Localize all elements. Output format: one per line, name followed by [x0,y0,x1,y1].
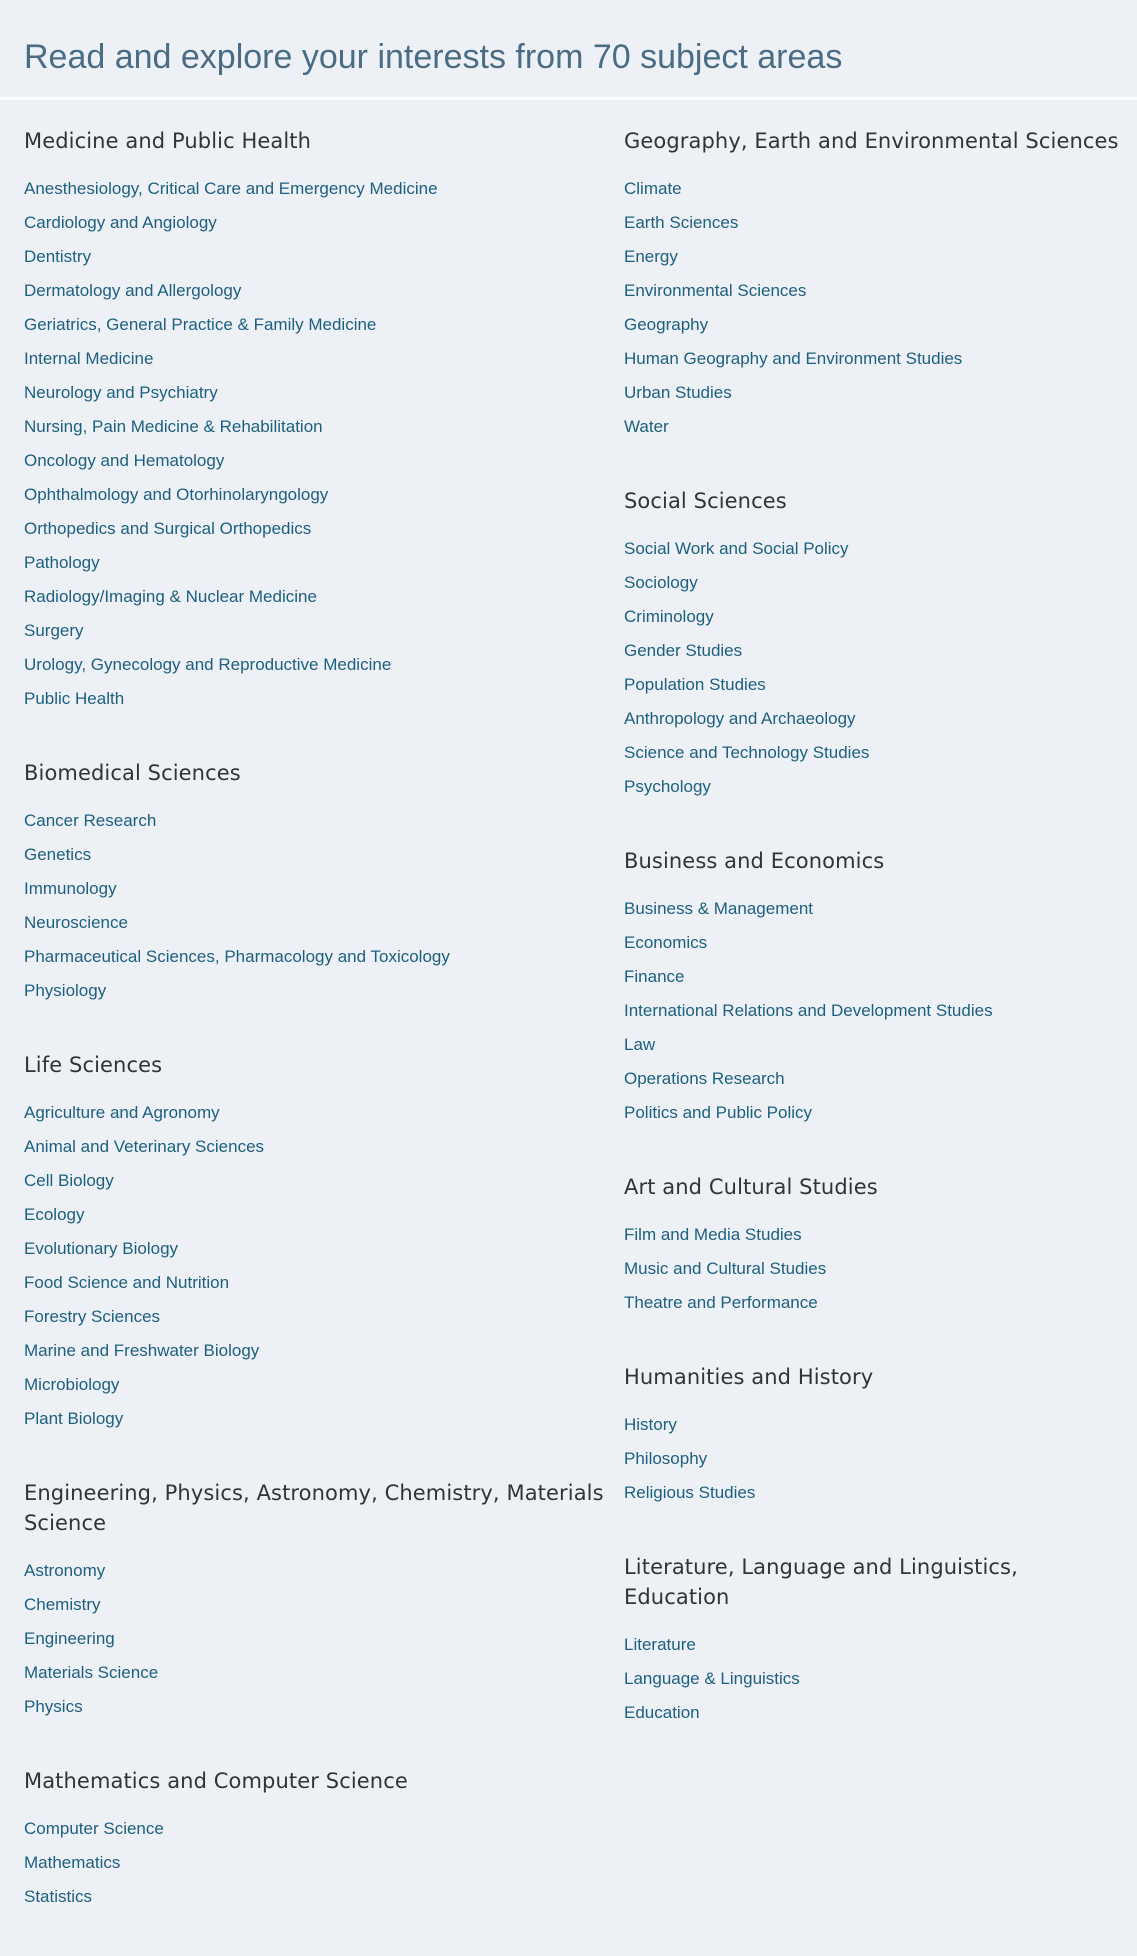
subject-link-neuroscience[interactable]: Neuroscience [24,913,128,932]
subject-link-statistics[interactable]: Statistics [24,1887,93,1906]
subject-link-earth-sciences[interactable]: Earth Sciences [624,213,739,232]
subject-link-cardiology-and-angiology[interactable]: Cardiology and Angiology [24,213,217,232]
subject-link-list [24,804,604,1008]
subject-link-surgery[interactable]: Surgery [24,621,84,640]
subject-link-list [624,1218,1129,1320]
subject-link-pathology[interactable]: Pathology [24,553,100,572]
subject-link-neurology-and-psychiatry[interactable]: Neurology and Psychiatry [24,383,218,402]
subject-link-theatre-and-performance[interactable]: Theatre and Performance [624,1293,818,1312]
section-heading: Geography, Earth and Environmental Sciences [624,129,1119,153]
subject-link-chemistry[interactable]: Chemistry [24,1595,101,1614]
subject-link-computer-science[interactable]: Computer Science [24,1819,164,1838]
subject-link-microbiology[interactable]: Microbiology [24,1375,120,1394]
subject-link-human-geography-and-environment-studies[interactable]: Human Geography and Environment Studies [624,349,963,368]
subject-link-list [624,1628,1129,1730]
subject-link-list [24,1554,604,1724]
subject-section-life-sciences [24,1050,604,1436]
subject-link-anthropology-and-archaeology[interactable]: Anthropology and Archaeology [624,709,856,728]
subject-link-dentistry[interactable]: Dentistry [24,247,92,266]
subject-link-criminology[interactable]: Criminology [624,607,714,626]
subject-link-genetics[interactable]: Genetics [24,845,92,864]
subject-link-film-and-media-studies[interactable]: Film and Media Studies [624,1225,802,1244]
section-heading: Mathematics and Computer Science [24,1769,408,1793]
subject-link-science-and-technology-studies[interactable]: Science and Technology Studies [624,743,870,762]
subject-link-engineering[interactable]: Engineering [24,1629,115,1648]
subject-section-engineering-physics-astronomy-chemistry-materials-science [24,1478,604,1724]
subject-link-physics[interactable]: Physics [24,1697,83,1716]
subject-link-social-work-and-social-policy[interactable]: Social Work and Social Policy [624,539,849,558]
subject-link-sociology[interactable]: Sociology [624,573,698,592]
subject-link-geography[interactable]: Geography [624,315,709,334]
subject-link-agriculture-and-agronomy[interactable]: Agriculture and Agronomy [24,1103,220,1122]
subject-link-list [624,1408,1129,1510]
subject-link-energy[interactable]: Energy [624,247,678,266]
subject-link-list [24,1812,604,1914]
subject-link-urology-gynecology-and-reproductive-medicine[interactable]: Urology, Gynecology and Reproductive Medicine [24,655,392,674]
section-heading: Engineering, Physics, Astronomy, Chemistry, Materials Science [24,1481,604,1535]
subject-link-philosophy[interactable]: Philosophy [624,1449,708,1468]
subject-link-marine-and-freshwater-biology[interactable]: Marine and Freshwater Biology [24,1341,260,1360]
right-column [624,126,1129,1772]
subject-link-music-and-cultural-studies[interactable]: Music and Cultural Studies [624,1259,827,1278]
subject-section-social-sciences [624,486,1129,804]
subject-link-history[interactable]: History [624,1415,677,1434]
subject-link-ophthalmology-and-otorhinolaryngology[interactable]: Ophthalmology and Otorhinolaryngology [24,485,329,504]
section-heading: Art and Cultural Studies [624,1175,878,1199]
page-title: Read and explore your interests from 70 subject areas [24,38,843,76]
subject-link-immunology[interactable]: Immunology [24,879,117,898]
subject-link-orthopedics-and-surgical-orthopedics[interactable]: Orthopedics and Surgical Orthopedics [24,519,312,538]
subject-link-climate[interactable]: Climate [624,179,682,198]
subject-link-list [24,1096,604,1436]
subject-link-dermatology-and-allergology[interactable]: Dermatology and Allergology [24,281,242,300]
subject-link-international-relations-and-development-studies[interactable]: International Relations and Development Studies [624,1001,993,1020]
title-divider [0,97,1137,100]
section-heading: Biomedical Sciences [24,761,241,785]
subject-link-education[interactable]: Education [624,1703,700,1722]
left-column [24,126,604,1956]
subject-link-law[interactable]: Law [624,1035,656,1054]
subject-link-literature[interactable]: Literature [624,1635,696,1654]
subject-link-list [624,892,1129,1130]
subject-link-ecology[interactable]: Ecology [24,1205,85,1224]
section-heading: Life Sciences [24,1053,163,1077]
subject-link-internal-medicine[interactable]: Internal Medicine [24,349,154,368]
subject-section-humanities-and-history [624,1362,1129,1510]
subject-link-forestry-sciences[interactable]: Forestry Sciences [24,1307,161,1326]
subject-link-geriatrics-general-practice-and-family-medicine[interactable]: Geriatrics, General Practice & Family Medicine [24,315,377,334]
subject-link-list [624,172,1129,444]
subject-link-language-and-linguistics[interactable]: Language & Linguistics [624,1669,800,1688]
subject-link-food-science-and-nutrition[interactable]: Food Science and Nutrition [24,1273,230,1292]
subject-link-animal-and-veterinary-sciences[interactable]: Animal and Veterinary Sciences [24,1137,265,1156]
subject-link-materials-science[interactable]: Materials Science [24,1663,159,1682]
subject-section-biomedical-sciences [24,758,604,1008]
subject-link-cancer-research[interactable]: Cancer Research [24,811,157,830]
subject-section-medicine-and-public-health [24,126,604,716]
subject-link-physiology[interactable]: Physiology [24,981,107,1000]
subject-link-finance[interactable]: Finance [624,967,685,986]
subject-link-evolutionary-biology[interactable]: Evolutionary Biology [24,1239,179,1258]
subject-link-psychology[interactable]: Psychology [624,777,711,796]
subject-link-pharmaceutical-sciences-pharmacology-and-toxicology[interactable]: Pharmaceutical Sciences, Pharmacology and Toxicology [24,947,450,966]
subject-link-public-health[interactable]: Public Health [24,689,125,708]
subject-link-list [624,532,1129,804]
section-heading: Humanities and History [624,1365,874,1389]
subject-section-business-and-economics [624,846,1129,1130]
subject-link-population-studies[interactable]: Population Studies [624,675,766,694]
subject-link-mathematics[interactable]: Mathematics [24,1853,121,1872]
subject-link-economics[interactable]: Economics [624,933,708,952]
subject-section-geography-earth-and-environmental-sciences [624,126,1129,444]
section-heading: Social Sciences [624,489,787,513]
subject-section-mathematics-and-computer-science [24,1766,604,1914]
subject-link-business-and-management[interactable]: Business & Management [624,899,813,918]
subject-link-plant-biology[interactable]: Plant Biology [24,1409,124,1428]
subject-link-gender-studies[interactable]: Gender Studies [624,641,743,660]
subject-link-radiology-imaging-and-nuclear-medicine[interactable]: Radiology/Imaging & Nuclear Medicine [24,587,317,606]
subject-section-art-and-cultural-studies [624,1172,1129,1320]
subject-section-literature-language-and-linguistics-education [624,1552,1129,1730]
subject-link-oncology-and-hematology[interactable]: Oncology and Hematology [24,451,225,470]
section-heading: Literature, Language and Linguistics, Education [624,1555,1018,1609]
subject-link-list [24,172,604,716]
section-heading: Medicine and Public Health [24,129,312,153]
section-heading: Business and Economics [624,849,885,873]
subject-link-nursing-pain-medicine-and-rehabilitation[interactable]: Nursing, Pain Medicine & Rehabilitation [24,417,323,436]
subject-link-operations-research[interactable]: Operations Research [624,1069,785,1088]
subject-link-water[interactable]: Water [624,417,669,436]
subject-link-astronomy[interactable]: Astronomy [24,1561,106,1580]
subject-link-religious-studies[interactable]: Religious Studies [624,1483,756,1502]
subject-link-cell-biology[interactable]: Cell Biology [24,1171,114,1190]
subject-link-politics-and-public-policy[interactable]: Politics and Public Policy [624,1103,813,1122]
subject-link-anesthesiology-critical-care-and-emergency-medicine[interactable]: Anesthesiology, Critical Care and Emergency Medicine [24,179,438,198]
subject-link-environmental-sciences[interactable]: Environmental Sciences [624,281,807,300]
subject-link-urban-studies[interactable]: Urban Studies [624,383,732,402]
